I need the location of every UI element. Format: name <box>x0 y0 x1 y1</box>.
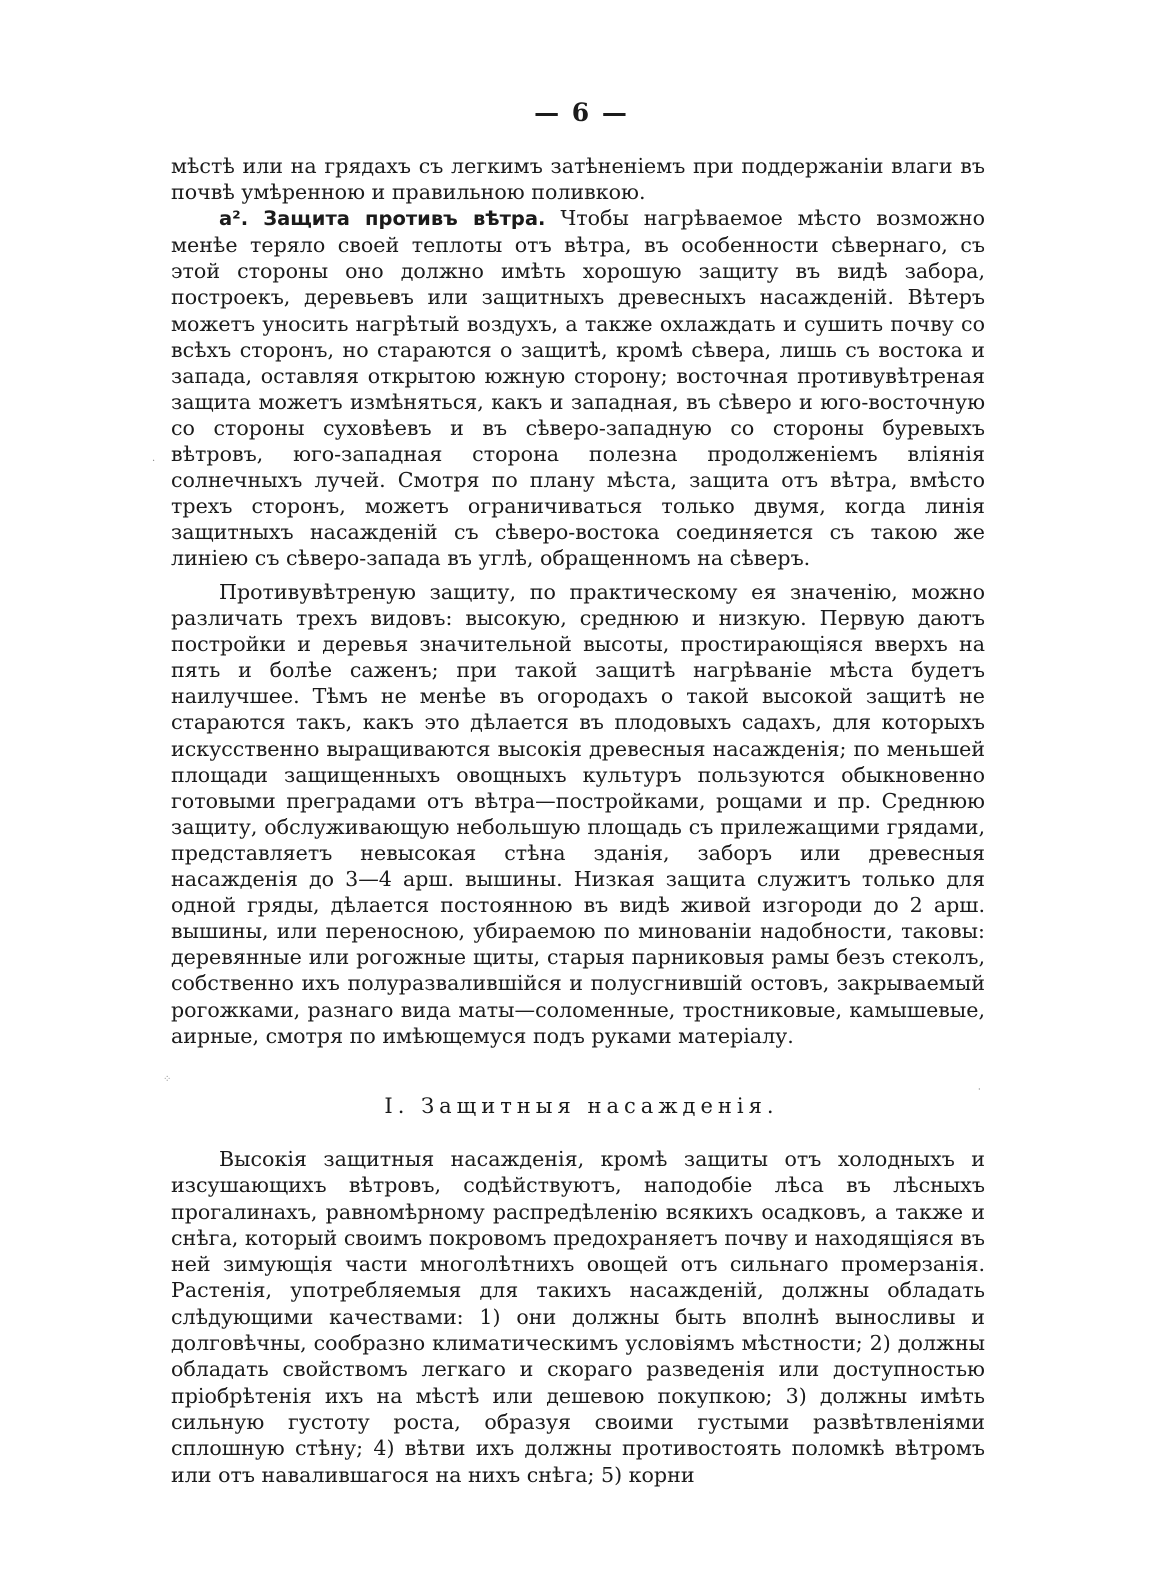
section-heading: I. Защитныя насажденія. <box>384 1094 779 1118</box>
scan-speck: ⸳ <box>978 1083 981 1094</box>
paragraph-label: а². Защита противъ вѣтра. <box>219 207 546 231</box>
paragraph-protective-plantings: Высокія защитныя насажденія, кромѣ защиты отъ холодныхъ и изсушающихъ вѣтровъ, содѣйствуютъ, наподобіе лѣса въ лѣсныхъ прогалинахъ, равномѣрному распредѣленію всякихъ осадковъ, а также и снѣга, который своимъ покровомъ предохраняетъ почву и находящіяся въ ней зимующія части многолѣтнихъ овощей отъ сильнаго промерзанія. Растенія, употребляемыя для такихъ насажденій, должны обладать слѣдующими качествами: 1) они должны быть вполнѣ выносливы и долговѣчны, сообразно климатическимъ условіямъ мѣстности; 2) должны обладать свойствомъ легкаго и скораго разведенія или доступностью пріобрѣтенія ихъ на мѣстѣ или дешевою покупкою; 3) должны имѣть сильную густоту роста, образуя своими густыми развѣтвленіями сплошную стѣну; 4) вѣтви ихъ должны противостоять поломкѣ вѣтромъ или отъ навалившагося на нихъ снѣга; 5) корни <box>171 1147 985 1487</box>
paragraph-body: Чтобы нагрѣваемое мѣсто возможно менѣе теряло своей теплоты отъ вѣтра, въ особенности сѣвернаго, съ этой стороны оно должно имѣть хорошую защиту въ видѣ забора, построекъ, деревьевъ или защитныхъ древесныхъ насажденій. Вѣтеръ можетъ уносить нагрѣтый воздухъ, а также охлаждать и сушить почву со всѣхъ сторонъ, но стараются о защитѣ, кромѣ сѣвера, лишь съ востока и запада, оставляя открытою южную сторону; восточная противувѣтреная защита можетъ измѣняться, какъ и западная, въ сѣверо и юго-восточную со стороны суховѣевъ и въ сѣверо-западную со стороны буревыхъ вѣтровъ, юго-западная сторона полезна продолженіемъ вліянія солнечныхъ лучей. Смотря по плану мѣста, защита отъ вѣтра, вмѣсто трехъ сторонъ, можетъ ограничиваться только двумя, когда линія защитныхъ насажденій съ сѣверо-востока соединяется съ такою же линіею съ сѣверо-запада въ углѣ, обращенномъ на сѣверъ. <box>171 206 985 571</box>
paragraph-wind-protection-types: Противувѣтреную защиту, по практическому ея значенію, можно различать трехъ видовъ: высокую, среднюю и низкую. Первую даютъ постройки и деревья значительной высоты, простирающіяся вверхъ на пять и болѣе саженъ; при такой защитѣ нагрѣваніе мѣста будетъ наилучшее. Тѣмъ не менѣе въ огородахъ о такой высокой защитѣ не стараются такъ, какъ это дѣлается въ плодовыхъ садахъ, для которыхъ искусственно выращиваются высокія древесныя насажденія; по меньшей площади защищенныхъ овощныхъ культуръ пользуются обыкновенно готовыми преградами отъ вѣтра—постройками, рощами и пр. Среднюю защиту, обслуживающую небольшую площадь съ прилежащими грядами, представляетъ невысокая стѣна зданія, заборъ или древесныя насажденія до 3—4 арш. вышины. Низкая защита служитъ только для одной гряды, дѣлается постоянною въ видѣ живой изгороди до 2 арш. вышины, или переносною, убираемою по минованіи надобности, таковы: деревянные или рогожные щиты, старыя парниковыя рамы безъ стеколъ, собственно ихъ полуразвалившійся и полусгнившій остовъ, закрываемый рогожками, разнаго вида маты—соломенные, тростниковые, камышевые, аирные, смотря по имѣющемуся подъ руками матеріалу. <box>171 580 985 1048</box>
paragraph-wind-protection <box>171 205 985 571</box>
scan-speck: · <box>152 456 156 467</box>
page-number: — 6 — <box>534 98 629 127</box>
scan-speck: ⁘ <box>163 1074 172 1085</box>
text-block-3 <box>171 1146 985 1488</box>
text-block-2 <box>171 579 985 1049</box>
text-block-1 <box>171 153 985 572</box>
paragraph-continuation: мѣстѣ или на грядахъ съ легкимъ затѣненіемъ при поддержаніи влаги въ почвѣ умѣренною и правильною поливкою. <box>171 154 985 205</box>
